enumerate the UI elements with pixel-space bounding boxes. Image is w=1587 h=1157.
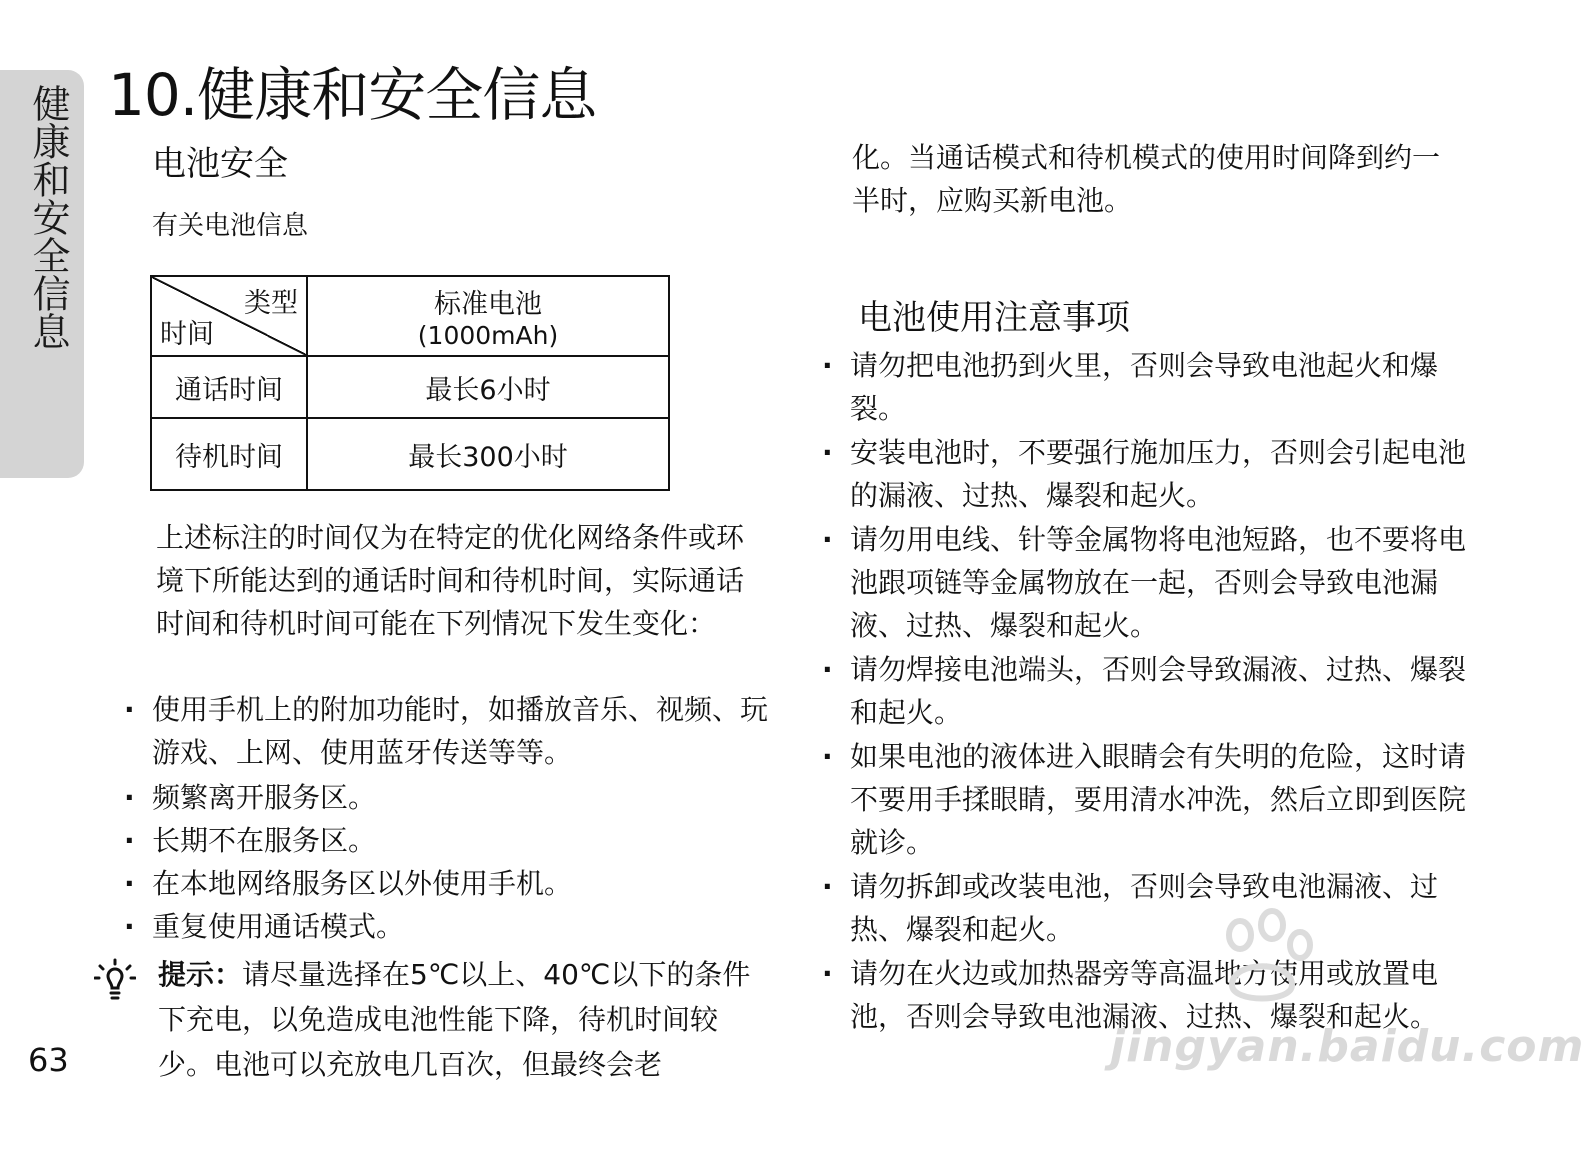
list-item: · 请勿拆卸或改装电池，否则会导致电池漏液、过热、爆裂和起火。 [822,865,1478,951]
list-item: · 请勿用电线、针等金属物将电池短路，也不要将电池跟项链等金属物放在一起，否则会导致电池漏液、过热、爆裂和起火。 [822,518,1478,647]
battery-usage-heading: 电池使用注意事项 [858,298,1130,338]
battery-table [150,275,670,491]
header-battery-line2: (1000mAh) [417,321,559,350]
talk-time-paragraph: 上述标注的时间仅为在特定的优化网络条件或环境下所能达到的通话时间和待机时间，实际通话时间和待机时间可能在下列情况下发生变化： [156,521,745,640]
list-item: · 请勿把电池扔到火里，否则会导致电池起火和爆裂。 [822,344,1478,430]
header-battery [307,276,669,356]
list-item: · 频繁离开服务区。 [124,776,792,819]
list-item: · 在本地网络服务区以外使用手机。 [124,862,792,905]
row-value: 最长6小时 [307,356,669,418]
continuation-paragraph: 化。当通话模式和待机模式的使用时间降到约一半时，应购买新电池。 [852,141,1441,217]
header-time: 时间 [160,319,214,350]
list-item: · 请勿在火边或加热器旁等高温地方使用或放置电池，否则会导致电池漏液、过热、爆裂和起火。 [822,952,1478,1038]
list-item: · 长期不在服务区。 [124,819,792,862]
list-item: · 重复使用通话模式。 [124,905,792,948]
list-item: · 安装电池时，不要强行施加压力，否则会引起电池的漏液、过热、爆裂和起火。 [822,431,1478,517]
table-row [151,356,669,418]
row-label: 通话时间 [151,356,307,418]
tip-text: 请尽量选择在5℃以上、40℃以下的条件下充电，以免造成电池性能下降，待机时间较少。电池可以充放电几百次，但最终会老 [158,958,751,1081]
table-diagonal-header [151,276,307,356]
list-item: · 如果电池的液体进入眼睛会有失明的危险，这时请不要用手揉眼睛，要用清水冲洗，然后立即到医院就诊。 [822,735,1478,864]
tip-note [158,952,758,1087]
page-number: 63 [28,1041,69,1079]
side-tab-label: 健康和安全信息 [26,84,70,350]
header-type: 类型 [244,288,298,319]
watermark-paw-icon [1210,905,1320,1015]
table-row [151,418,669,490]
list-item: · 请勿焊接电池端头，否则会导致漏液、过热、爆裂和起火。 [822,648,1478,734]
row-value: 最长300小时 [307,418,669,490]
lightbulb-icon [94,958,136,1006]
list-item: · 使用手机上的附加功能时，如播放音乐、视频、玩游戏、上网、使用蓝牙传送等等。 [124,688,792,774]
header-battery-line1: 标准电池 [434,289,542,320]
page-title: 10.健康和安全信息 [108,61,597,129]
battery-safety-heading: 电池安全 [152,144,288,184]
tip-label: 提示： [158,958,243,991]
row-label: 待机时间 [151,418,307,490]
battery-info-subtitle: 有关电池信息 [152,211,309,241]
watermark-text: jingyan.baidu.com [1110,1021,1585,1072]
